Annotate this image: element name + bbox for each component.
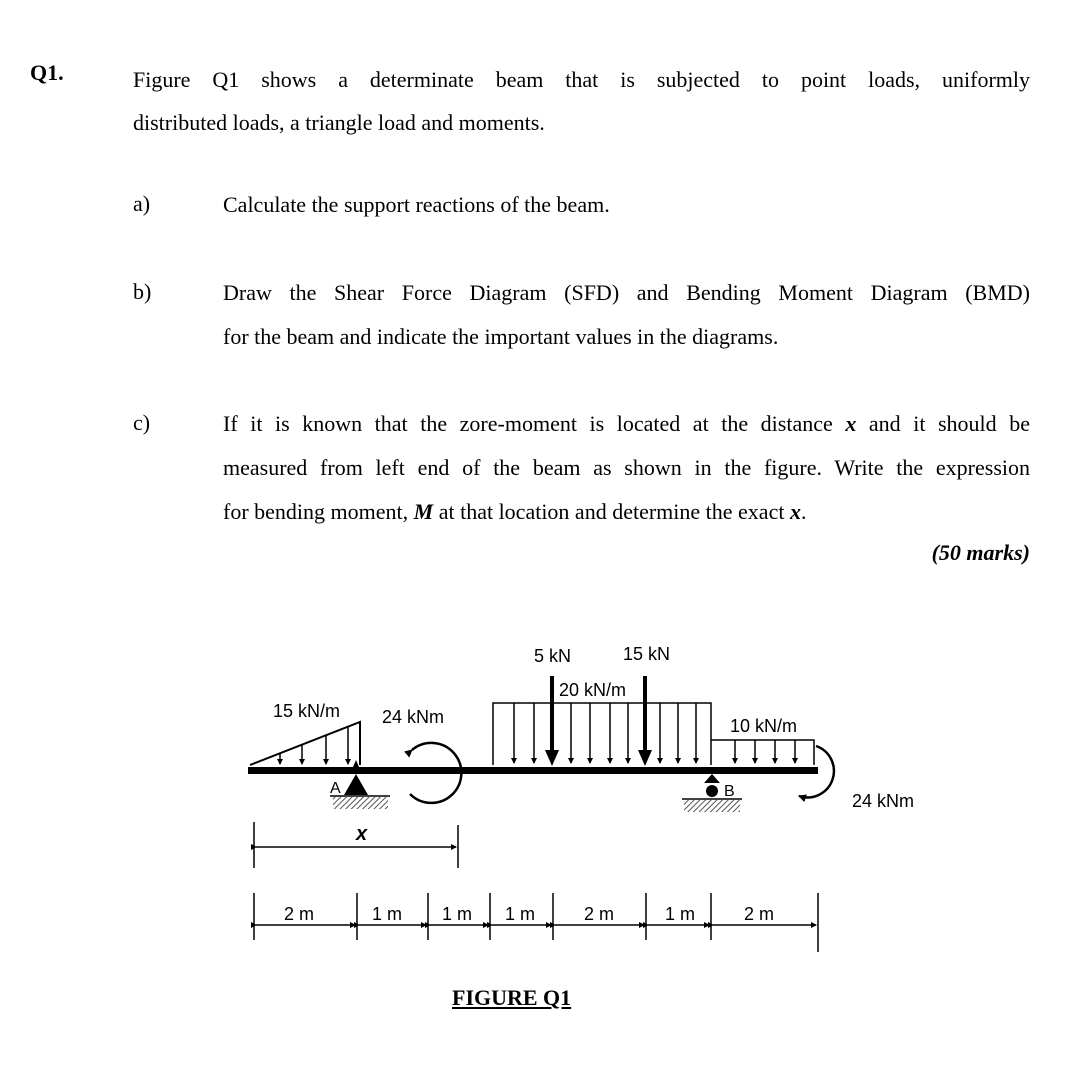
udl-right-label: 10 kN/m — [730, 716, 798, 736]
dimension-label: 2 m — [744, 904, 775, 924]
triangle-load — [250, 722, 360, 765]
question-number: Q1. — [30, 60, 64, 85]
part-b-line-1: Draw the Shear Force Diagram (SFD) and Bending Moment Diagram (BMD) — [223, 280, 1030, 305]
figure-caption: FIGURE Q1 — [452, 985, 572, 1010]
part-c-line-3: for bending moment, M at that location and determine the exact x. — [223, 499, 807, 524]
point-load-1-arrow — [545, 676, 559, 766]
variable-x: x — [845, 411, 857, 436]
dimension-label: 1 m — [505, 904, 536, 924]
variable-x: x — [789, 499, 801, 524]
variable-m: M — [413, 499, 434, 524]
intro-line-2: distributed loads, a triangle load and moments. — [133, 110, 545, 135]
udl-right — [711, 740, 814, 765]
part-a-line-1: Calculate the support reactions of the beam. — [223, 192, 610, 217]
dimension-label: 1 m — [665, 904, 696, 924]
triangle-load-label: 15 kN/m — [273, 701, 341, 721]
part-a-label: a) — [133, 191, 151, 216]
moment-left-label: 24 kNm — [382, 707, 445, 727]
part-c-label: c) — [133, 410, 151, 435]
part-b-line-2: for the beam and indicate the important values in the diagrams. — [223, 324, 779, 349]
point-load-2-label: 15 kN — [623, 644, 671, 664]
dimension-label: 2 m — [584, 904, 615, 924]
part-c-line-2: measured from left end of the beam as shown in the figure. Write the expression — [223, 455, 1030, 480]
dimension-label: 2 m — [284, 904, 315, 924]
intro-line-1: Figure Q1 shows a determinate beam that is subjected to point loads, uniformly — [133, 67, 1030, 92]
udl-center-label: 20 kN/m — [559, 680, 627, 700]
support-b-label: B — [724, 783, 735, 800]
dimension-line — [254, 893, 818, 952]
dimension-label: 1 m — [442, 904, 473, 924]
part-c-line-1: If it is known that the zore-moment is located at the distance x and it should be — [223, 411, 1030, 436]
udl-center — [493, 703, 711, 765]
dimension-label: 1 m — [372, 904, 403, 924]
moment-right-label: 24 kNm — [852, 791, 915, 811]
beam — [248, 767, 818, 774]
support-a-label: A — [330, 780, 341, 797]
x-dimension-label: x — [356, 823, 368, 845]
part-b-label: b) — [133, 279, 152, 304]
point-load-2-arrow — [638, 676, 652, 766]
point-load-1-label: 5 kN — [534, 646, 572, 666]
marks-label: (50 marks) — [931, 540, 1030, 565]
